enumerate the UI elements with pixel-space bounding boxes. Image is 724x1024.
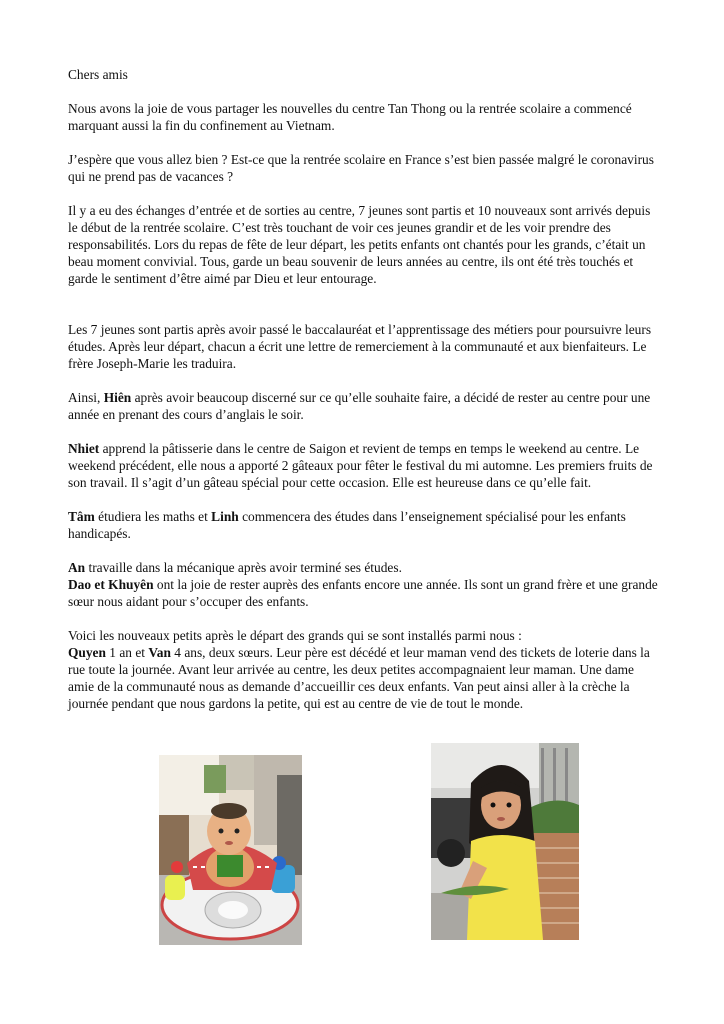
name-dao-khuyen: Dao et Khuyên <box>68 577 154 592</box>
baby-photo <box>159 755 302 945</box>
paragraph-departures: Les 7 jeunes sont partis après avoir passé le baccalauréat et l’apprentissage des métiers pour poursuivre leurs études. Après leur départ, chacun a écrit une lettre de remerciement à la communauté et aux bienfaiteurs. Le frère Joseph-Marie les traduira. <box>68 322 652 371</box>
name-quyen: Quyen <box>68 645 106 660</box>
paragraph-intro: Nous avons la joie de vous partager les nouvelles du centre Tan Thong ou la rentrée scolaire a commencé marquant aussi la fin du confinement au Vietnam. <box>68 101 632 133</box>
name-linh: Linh <box>211 509 239 524</box>
paragraph-exchanges: Il y a eu des échanges d’entrée et de sorties au centre, 7 jeunes sont partis et 10 nouveaux sont arrivés depuis le début de la rentrée scolaire. C’est très touchant de voir ces jeunes grandir et de les voir prendre des responsabilités. Lors du repas de fête de leur départ, les petits enfants ont chantés pour les grands, c’était un beau moment convivial. Tous, garde un beau souvenir de leurs années au centre, ils ont été très touchés et garde le sentiment d’être aimé par Dieu et leur entourage. <box>68 203 651 286</box>
paragraph-wishes: J’espère que vous allez bien ? Est-ce que la rentrée scolaire en France s’est bien passée malgré le coronavirus qui ne prend pas de vacances ? <box>68 152 654 184</box>
girl-photo <box>431 743 579 940</box>
paragraph-dao-khuyen: Dao et Khuyên ont la joie de rester auprès des enfants encore une année. Ils sont un grand frère et une grande sœur nous aidant pour s’occuper des enfants. <box>68 577 658 609</box>
name-hien: Hiên <box>103 390 132 405</box>
greeting: Chers amis <box>68 67 128 82</box>
paragraph-tam-linh: Tâm étudiera les maths et Linh commencera des études dans l’enseignement spécialisé pour les enfants handicapés. <box>68 509 626 541</box>
paragraph-quyen-van: Quyen 1 an et Van 4 ans, deux sœurs. Leur père est décédé et leur maman vend des tickets de loterie dans la rue toute la journée. Avant leur arrivée au centre, les deux petites accompagnaient leur maman. Une dame amie de la communauté nous as demande d’accueillir ces deux enfants. Van peut ainsi aller à la crèche la journée pendant que nous gardons la petite, qui est au centre de vie de tout le monde. <box>68 645 650 711</box>
name-an: An <box>68 560 86 575</box>
paragraph-an: An travaille dans la mécanique après avoir terminé ses études. <box>68 560 402 575</box>
letter-body <box>68 66 658 712</box>
paragraph-hien: Ainsi, Hiên après avoir beaucoup discerné sur ce qu’elle souhaite faire, a décidé de rester au centre pour une année en prenant des cours d’anglais le soir. <box>68 390 651 422</box>
paragraph-nhiet: Nhiet apprend la pâtisserie dans le centre de Saigon et revient de temps en temps le weekend au centre. Le weekend précédent, elle nous a apporté 2 gâteaux pour fêter le festival du mi automne. Les premiers fruits de son travail. Il s’agit d’un gâteau spécial pour cette occasion. Elle est heureuse dans ce qu’elle fait. <box>68 441 653 490</box>
name-nhiet: Nhiet <box>68 441 100 456</box>
name-van: Van <box>148 645 171 660</box>
paragraph-newcomers: Voici les nouveaux petits après le départ des grands qui se sont installés parmi nous : <box>68 628 522 643</box>
name-tam: Tâm <box>68 509 95 524</box>
